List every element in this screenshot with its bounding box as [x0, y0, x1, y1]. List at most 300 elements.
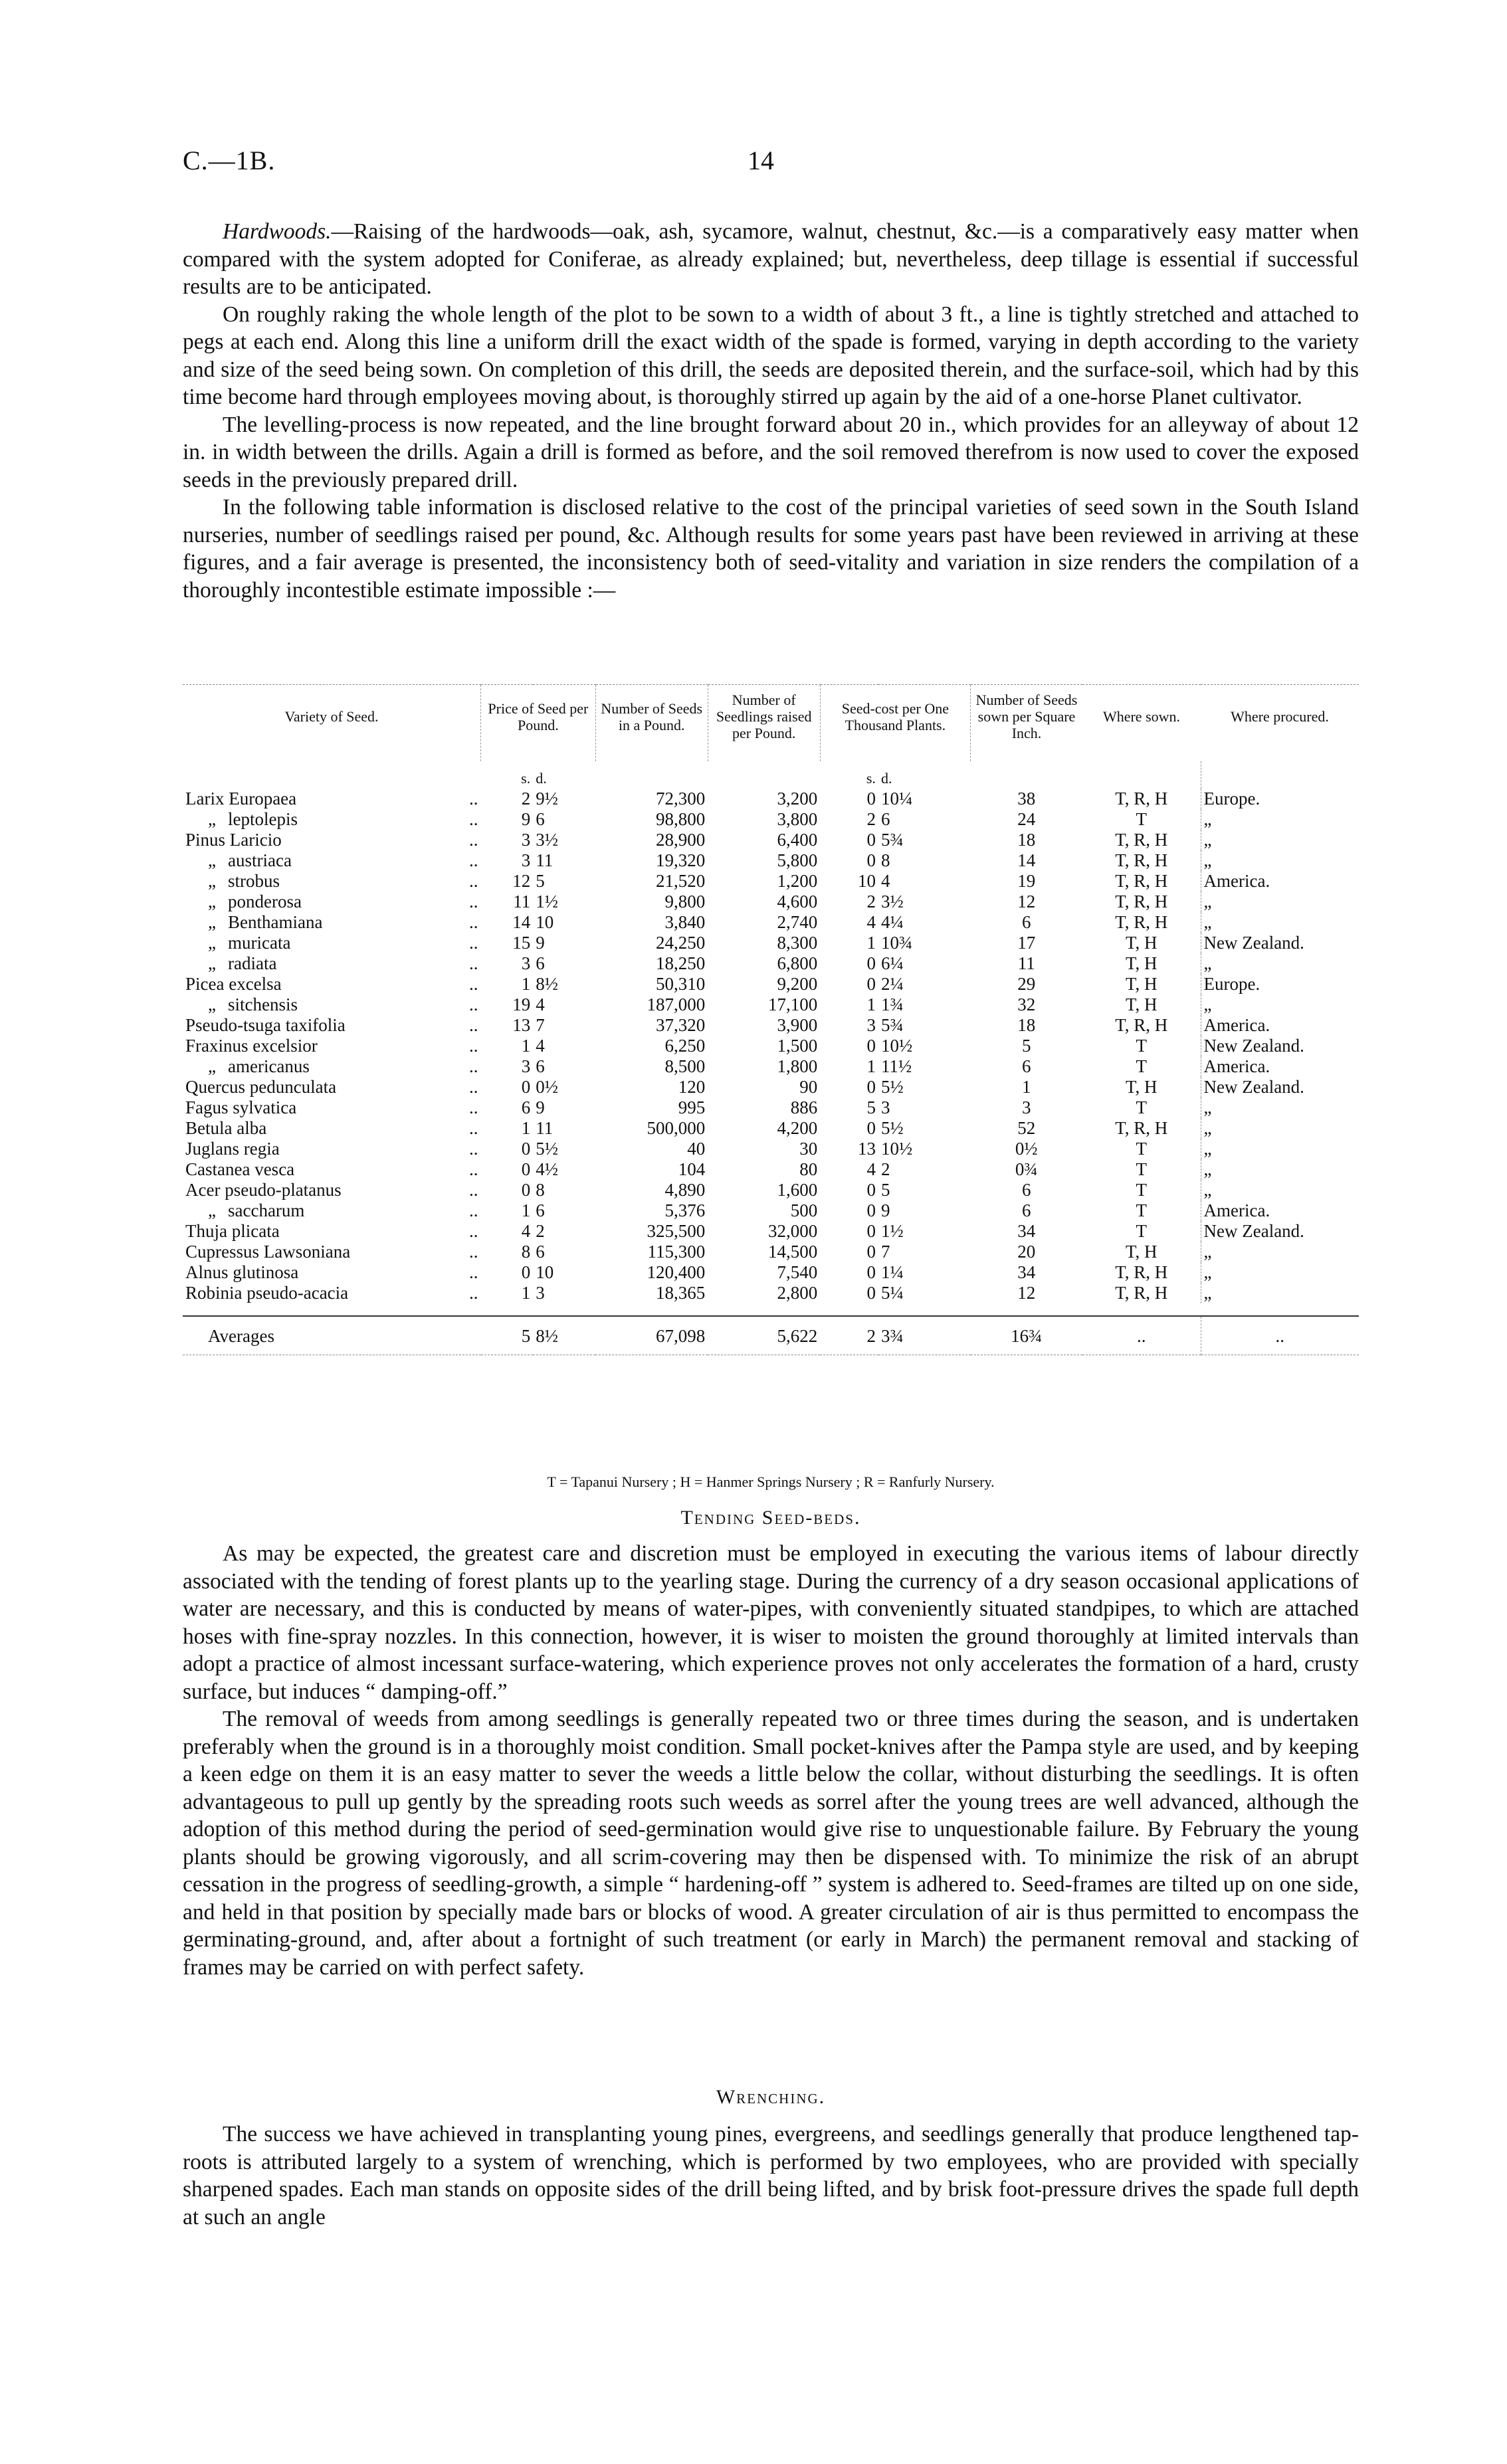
avg-price-pence: 8½: [536, 1326, 558, 1346]
where-sown: T, H: [1126, 1077, 1157, 1097]
price-pence: 8: [536, 1180, 545, 1200]
cost-shillings: 2: [866, 892, 876, 911]
where-procured: „: [1201, 1139, 1359, 1159]
where-procured: New Zealand.: [1201, 1077, 1359, 1097]
variety-cell: [183, 1283, 481, 1303]
cost-shillings: 3: [866, 1015, 876, 1035]
where-procured: America.: [1201, 1015, 1359, 1036]
where-procured: New Zealand.: [1201, 933, 1359, 953]
variety-name: Benthamiana: [227, 912, 323, 932]
cost-pence: 1¾: [880, 995, 904, 1014]
seedlings-per-lb: 2,740: [777, 912, 818, 932]
price-pence: 5: [536, 871, 545, 891]
variety-name: Fraxinus excelsior: [185, 1036, 318, 1056]
where-sown: T, R, H: [1115, 1015, 1168, 1035]
seeds-per-lb: 4,890: [664, 1180, 706, 1200]
cost-shillings: 0: [866, 789, 876, 808]
variety-name-group: [185, 1056, 310, 1076]
paragraph: [183, 218, 1359, 301]
seedlings-per-lb: 17,100: [767, 995, 818, 1014]
where-sown: T, R, H: [1115, 1118, 1168, 1138]
where-procured: „: [1201, 995, 1359, 1015]
seeds-per-lb: 24,250: [655, 933, 706, 953]
variety-name: radiata: [227, 953, 277, 973]
price-pence: 0½: [536, 1077, 558, 1097]
column-header-per-square-inch: Number of Seeds sown per Square Inch.: [971, 685, 1083, 762]
where-procured: „: [1201, 1180, 1359, 1200]
leader-dots: ..: [469, 871, 478, 891]
leader-dots: ..: [469, 912, 478, 932]
cost-shillings: 1: [866, 933, 876, 953]
table-row: [183, 830, 1359, 850]
variety-name-group: [185, 871, 280, 891]
price-shillings: 0: [521, 1262, 531, 1282]
seeds-per-square-inch: 0¾: [1015, 1159, 1038, 1179]
variety-name-group: [185, 1077, 336, 1097]
table-row: [183, 995, 1359, 1015]
variety-cell: [183, 871, 481, 892]
price-pence: 6: [536, 953, 545, 973]
leader-dots: ..: [469, 809, 478, 829]
variety-name-group: [185, 953, 276, 973]
paragraph: The removal of weeds from among seedlings is generally repeated two or three times during the season, and is undertaken preferably when the ground is in a thoroughly moist condition. Small pocket-knives after the Pampa style are used, and by keeping a keen edge on them it is an easy matter to sever the weeds a little below the collar, without disturbing the seedlings. It is often advantageous to pull up gently by the spreading roots such weeds as sorrel after the young trees are well advanced, although the adoption of this method during the period of seed-germination would give rise to unquestionable failure. By February the young plants should be growing vigorously, and all scrim-covering may then be dispensed with. To minimize the risk of an abrupt cessation in the progress of seedling-growth, a simple “ hardening-off ” system is adhered to. Seed-frames are tilted up on one side, and held in that position by specially made bars or blocks of wood. A greater circulation of air is thus permitted to encompass the germinating-ground, and, after about a fortnight of such treatment (or early in March) the permanent removal and stacking of frames may be carried on with perfect safety.: [183, 1707, 1359, 1980]
price-shillings: 1: [521, 974, 531, 994]
seeds-per-square-inch: 24: [1017, 809, 1036, 829]
cost-shillings: 1: [866, 995, 876, 1014]
seeds-per-square-inch: 34: [1017, 1262, 1036, 1282]
seeds-per-lb: 50,310: [655, 974, 706, 994]
table-row: [183, 1200, 1359, 1221]
variety-name: Betula alba: [185, 1118, 267, 1138]
unit-shillings: s.: [521, 770, 531, 787]
seeds-per-square-inch: 20: [1017, 1242, 1036, 1262]
seeds-per-lb: 187,000: [647, 995, 706, 1014]
variety-name-group: [185, 1097, 296, 1117]
where-procured: „: [1201, 1097, 1359, 1118]
variety-cell: [183, 850, 481, 871]
price-pence: 4½: [536, 1159, 558, 1179]
seeds-per-lb: 9,800: [664, 892, 706, 911]
paragraph: In the following table information is disclosed relative to the cost of the principal varieties of seed sown in the South Island nurseries, number of seedlings raised per pound, &c. Although results for some years past have been reviewed in arriving at these figures, and a fair average is presented, the inconsistency both of seed-vitality and variation in size renders the compilation of a thoroughly incontestible estimate impossible :—: [183, 495, 1359, 603]
price-shillings: 3: [521, 953, 531, 973]
where-sown: T, R, H: [1115, 1283, 1168, 1303]
seedlings-per-lb: 2,800: [777, 1283, 818, 1303]
ditto-mark: „: [208, 933, 216, 953]
price-pence: 6: [536, 1056, 545, 1076]
cost-pence: 6¼: [880, 953, 904, 973]
variety-cell: [183, 933, 481, 953]
document-reference: C.—1B.: [183, 145, 276, 175]
cost-shillings: 0: [866, 830, 876, 850]
table-row: [183, 933, 1359, 953]
seeds-per-square-inch: 18: [1017, 1015, 1036, 1035]
units-row: [183, 761, 1359, 789]
column-header-where-procured: Where procured.: [1201, 685, 1359, 762]
cost-pence: 4¼: [880, 912, 904, 932]
where-procured: America.: [1201, 1056, 1359, 1077]
variety-name-group: [185, 1242, 350, 1262]
variety-name-group: [185, 1283, 348, 1303]
seeds-per-square-inch: 1: [1022, 1077, 1031, 1097]
cost-pence: 5¾: [880, 1015, 904, 1035]
ditto-mark: „: [208, 995, 216, 1014]
variety-cell: [183, 1077, 481, 1097]
cost-pence: 1¼: [880, 1262, 904, 1282]
table-row: [183, 1159, 1359, 1180]
cost-shillings: 4: [866, 1159, 876, 1179]
variety-name-group: [185, 933, 290, 953]
seeds-per-square-inch: 11: [1017, 953, 1035, 973]
table-row: [183, 912, 1359, 933]
leader-dots: ..: [469, 830, 478, 850]
seeds-per-square-inch: 29: [1017, 974, 1036, 994]
table-row: [183, 1015, 1359, 1036]
price-shillings: 15: [512, 933, 531, 953]
seeds-per-lb: 5,376: [664, 1200, 706, 1220]
ditto-mark: „: [208, 809, 216, 829]
seeds-per-square-inch: 6: [1022, 1200, 1031, 1220]
cost-pence: 3½: [880, 892, 904, 911]
price-pence: 6: [536, 1242, 545, 1262]
cost-shillings: 0: [866, 974, 876, 994]
price-pence: 7: [536, 1015, 545, 1035]
avg-seedlings-per-lb: 5,622: [777, 1326, 818, 1346]
column-header-where-sown: Where sown.: [1082, 685, 1201, 762]
table-row: [183, 1221, 1359, 1242]
where-sown: T: [1136, 1221, 1147, 1241]
where-sown: T: [1136, 809, 1147, 829]
seedlings-per-lb: 1,500: [777, 1036, 818, 1056]
seeds-per-square-inch: 6: [1022, 1180, 1031, 1200]
seeds-per-square-inch: 14: [1017, 850, 1036, 870]
leader-dots: ..: [469, 1180, 478, 1200]
variety-cell: [183, 1015, 481, 1036]
leader-dots: ..: [469, 1283, 478, 1303]
seeds-per-lb: 72,300: [655, 789, 706, 808]
where-sown: T: [1136, 1200, 1147, 1220]
variety-name-group: [185, 1180, 342, 1200]
variety-cell: [183, 830, 481, 850]
cost-shillings: 0: [866, 1221, 876, 1241]
section-heading-wrenching: Wrenching.: [716, 2086, 826, 2108]
variety-name-group: [185, 912, 322, 932]
variety-name: Acer pseudo-platanus: [185, 1180, 342, 1200]
variety-cell: [183, 1221, 481, 1242]
price-pence: 4: [536, 995, 545, 1014]
cost-pence: 5¼: [880, 1283, 904, 1303]
cost-shillings: 4: [866, 912, 876, 932]
where-sown: T: [1136, 1139, 1147, 1159]
variety-name: Fagus sylvatica: [185, 1097, 297, 1117]
seeds-per-square-inch: 12: [1017, 1283, 1036, 1303]
section-heading-tending: Tending Seed-beds.: [680, 1507, 861, 1529]
ditto-mark: „: [208, 850, 216, 870]
cost-pence: 6: [880, 809, 890, 829]
variety-name-group: [185, 995, 298, 1014]
leader-dots: ..: [469, 1159, 478, 1179]
price-shillings: 3: [521, 1056, 531, 1076]
leader-dots: ..: [469, 1118, 478, 1138]
where-sown: T, H: [1126, 974, 1157, 994]
variety-name: Cupressus Lawsoniana: [185, 1242, 351, 1262]
price-pence: 11: [536, 1118, 553, 1138]
seeds-per-square-inch: 52: [1017, 1118, 1036, 1138]
where-sown: T, H: [1126, 995, 1157, 1014]
seeds-per-lb: 6,250: [664, 1036, 706, 1056]
seedlings-per-lb: 886: [790, 1097, 818, 1117]
seeds-per-square-inch: 6: [1022, 912, 1031, 932]
table-row: [183, 953, 1359, 974]
variety-cell: [183, 974, 481, 995]
variety-name-group: [185, 830, 282, 850]
avg-cost-pence: 3¾: [880, 1326, 904, 1346]
leader-dots: ..: [469, 1139, 478, 1159]
seedlings-per-lb: 32,000: [767, 1221, 818, 1241]
where-procured: „: [1201, 1262, 1359, 1283]
cost-shillings: 5: [866, 1097, 876, 1117]
where-sown: T: [1136, 1036, 1147, 1056]
cost-pence: 3: [880, 1097, 890, 1117]
variety-name-group: [185, 1015, 346, 1035]
seeds-per-square-inch: 5: [1022, 1036, 1031, 1056]
seedlings-per-lb: 3,800: [777, 809, 818, 829]
cost-pence: 5: [880, 1180, 890, 1200]
seedlings-per-lb: 4,600: [777, 892, 818, 911]
price-shillings: 8: [521, 1242, 531, 1262]
cost-pence: 1½: [880, 1221, 904, 1241]
seedlings-per-lb: 90: [799, 1077, 818, 1097]
where-procured: „: [1201, 1283, 1359, 1303]
price-pence: 4: [536, 1036, 545, 1056]
price-pence: 6: [536, 1200, 545, 1220]
seeds-per-square-inch: 38: [1017, 789, 1036, 808]
leader-dots: ..: [469, 1242, 478, 1262]
variety-cell: [183, 912, 481, 933]
table-row: [183, 1036, 1359, 1056]
variety-name: Quercus pedunculata: [185, 1077, 337, 1097]
seedlings-per-lb: 3,900: [777, 1015, 818, 1035]
where-sown: T, R, H: [1115, 912, 1168, 932]
leader-dots: ..: [469, 933, 478, 953]
seeds-per-lb: 18,250: [655, 953, 706, 973]
seedlings-per-lb: 3,200: [777, 789, 818, 808]
table-row: [183, 1262, 1359, 1283]
variety-name-group: [185, 1036, 318, 1056]
variety-cell: [183, 1056, 481, 1077]
column-header-variety: Variety of Seed.: [183, 685, 481, 762]
table-row: [183, 809, 1359, 830]
cost-pence: 9: [880, 1200, 890, 1220]
where-sown: T: [1136, 1180, 1147, 1200]
avg-where-sown: ..: [1137, 1326, 1146, 1346]
leader-dots: ..: [469, 1036, 478, 1056]
where-procured: America.: [1201, 871, 1359, 892]
seedlings-per-lb: 6,400: [777, 830, 818, 850]
where-procured: „: [1201, 830, 1359, 850]
price-shillings: 12: [512, 871, 531, 891]
cost-shillings: 0: [866, 850, 876, 870]
seeds-per-square-inch: 3: [1022, 1097, 1031, 1117]
seeds-per-lb: 115,300: [647, 1242, 706, 1262]
variety-name-group: [185, 1262, 298, 1282]
table-row: [183, 850, 1359, 871]
running-header: [183, 145, 1359, 185]
where-procured: America.: [1201, 1200, 1359, 1221]
price-shillings: 11: [513, 892, 531, 911]
price-shillings: 3: [521, 830, 531, 850]
cost-pence: 10½: [880, 1139, 913, 1159]
seedlings-per-lb: 6,800: [777, 953, 818, 973]
price-shillings: 2: [521, 789, 531, 808]
variety-name: Alnus glutinosa: [185, 1262, 299, 1282]
where-sown: T: [1136, 1056, 1147, 1076]
variety-name: muricata: [227, 933, 291, 953]
where-procured: „: [1201, 953, 1359, 974]
seeds-per-lb: 21,520: [655, 871, 706, 891]
where-sown: T, R, H: [1115, 1262, 1168, 1282]
cost-shillings: 1: [866, 1056, 876, 1076]
variety-name-group: [185, 892, 302, 911]
table-row: [183, 974, 1359, 995]
averages-row: [183, 1316, 1359, 1355]
seeds-per-lb: 28,900: [655, 830, 706, 850]
table-row: [183, 871, 1359, 892]
variety-name: ponderosa: [227, 892, 302, 911]
page-number: 14: [748, 145, 774, 175]
seeds-per-lb: 120,400: [647, 1262, 706, 1282]
leader-dots: ..: [469, 953, 478, 973]
cost-pence: 5½: [880, 1077, 904, 1097]
ditto-mark: „: [208, 912, 216, 932]
variety-name: saccharum: [227, 1200, 305, 1220]
seeds-per-square-inch: 32: [1017, 995, 1036, 1014]
where-sown: T, R, H: [1115, 850, 1168, 870]
where-procured: „: [1201, 1118, 1359, 1139]
variety-name: Larix Europaea: [185, 789, 297, 808]
price-pence: 3: [536, 1283, 545, 1303]
variety-cell: [183, 1262, 481, 1283]
column-header-seed-cost: Seed-cost per One Thousand Plants.: [820, 685, 970, 762]
variety-cell: [183, 1118, 481, 1139]
table-row: [183, 1118, 1359, 1139]
where-procured: „: [1201, 912, 1359, 933]
leader-dots: ..: [469, 995, 478, 1014]
price-shillings: 1: [521, 1283, 531, 1303]
variety-name: Picea excelsa: [185, 974, 282, 994]
ditto-mark: „: [208, 892, 216, 911]
seedlings-per-lb: 4,200: [777, 1118, 818, 1138]
table-row: [183, 1283, 1359, 1303]
table-row: [183, 1097, 1359, 1118]
price-pence: 11: [536, 850, 553, 870]
leader-dots: ..: [469, 1056, 478, 1076]
leader-dots: ..: [469, 1097, 478, 1117]
leader-dots: ..: [469, 974, 478, 994]
totals-divider: [183, 1303, 1359, 1316]
where-procured: New Zealand.: [1201, 1036, 1359, 1056]
cost-shillings: 10: [857, 871, 876, 891]
where-sown: T, H: [1126, 933, 1157, 953]
unit-pence: d.: [536, 770, 547, 787]
seed-cost-table: [183, 684, 1359, 1355]
price-shillings: 0: [521, 1159, 531, 1179]
where-sown: T, R, H: [1115, 892, 1168, 911]
price-pence: 1½: [536, 892, 558, 911]
variety-cell: [183, 995, 481, 1015]
intro-section: [183, 218, 1359, 604]
seeds-per-lb: 325,500: [647, 1221, 706, 1241]
cost-pence: 4: [880, 871, 890, 891]
variety-name: Juglans regia: [185, 1139, 280, 1159]
variety-name-group: [185, 1139, 280, 1159]
price-pence: 3½: [536, 830, 558, 850]
cost-shillings: 13: [857, 1139, 876, 1159]
seeds-per-square-inch: 18: [1017, 830, 1036, 850]
avg-price-shillings: 5: [521, 1326, 531, 1346]
seeds-per-square-inch: 34: [1017, 1221, 1036, 1241]
seedlings-per-lb: 9,200: [777, 974, 818, 994]
where-procured: „: [1201, 809, 1359, 830]
wrenching-section: [183, 2121, 1359, 2231]
variety-name: leptolepis: [227, 809, 298, 829]
variety-name: Pseudo-tsuga taxifolia: [185, 1015, 346, 1035]
seeds-per-lb: 3,840: [664, 912, 706, 932]
seeds-per-lb: 104: [678, 1159, 706, 1179]
where-procured: Europe.: [1201, 789, 1359, 809]
cost-shillings: 0: [866, 953, 876, 973]
variety-cell: [183, 1036, 481, 1056]
price-shillings: 1: [521, 1036, 531, 1056]
ditto-mark: „: [208, 1200, 216, 1220]
seeds-per-lb: 120: [678, 1077, 706, 1097]
variety-name: Castanea vesca: [185, 1159, 295, 1179]
avg-where-procured: ..: [1201, 1316, 1359, 1355]
table-row: [183, 789, 1359, 809]
cost-pence: 10½: [880, 1036, 913, 1056]
nursery-legend: T = Tapanui Nursery ; H = Hanmer Springs Nursery ; R = Ranfurly Nursery.: [547, 1473, 995, 1490]
seeds-per-lb: 37,320: [655, 1015, 706, 1035]
leader-dots: ..: [469, 1015, 478, 1035]
price-shillings: 14: [512, 912, 531, 932]
seedlings-per-lb: 500: [790, 1200, 818, 1220]
tending-section: [183, 1540, 1359, 1981]
cost-pence: 10¼: [880, 789, 913, 808]
price-shillings: 1: [521, 1200, 531, 1220]
where-sown: T, R, H: [1115, 871, 1168, 891]
where-sown: T: [1136, 1097, 1147, 1117]
paragraph-lead: Hardwoods.: [223, 219, 332, 244]
seeds-per-square-inch: 17: [1017, 933, 1036, 953]
seedlings-per-lb: 1,200: [777, 871, 818, 891]
avg-seeds-per-lb: 67,098: [655, 1326, 706, 1346]
paragraph: The success we have achieved in transplanting young pines, evergreens, and seedlings generally that produce lengthened tap-roots is attributed largely to a system of wrenching, which is performed by two employees, who are provided with specially sharpened spades. Each man stands on opposite sides of the drill being lifted, and by brisk foot-pressure drives the spade full depth at such an angle: [183, 2122, 1359, 2229]
variety-cell: [183, 1097, 481, 1118]
cost-shillings: 0: [866, 1242, 876, 1262]
cost-pence: 10¾: [880, 933, 913, 953]
where-procured: „: [1201, 850, 1359, 871]
variety-cell: [183, 1200, 481, 1221]
variety-cell: [183, 809, 481, 830]
leader-dots: ..: [469, 892, 478, 911]
cost-shillings: 0: [866, 1180, 876, 1200]
paragraph-text: —Raising of the hardwoods—oak, ash, sycamore, walnut, chestnut, &c.—is a comparatively easy matter when compared with the system adopted for Coniferae, as already explained; but, nevertheless, deep tillage is essential if successful results are to be anticipated.: [183, 219, 1359, 299]
price-shillings: 9: [521, 809, 531, 829]
variety-name: Thuja plicata: [185, 1221, 280, 1241]
leader-dots: ..: [469, 850, 478, 870]
cost-pence: 5½: [880, 1118, 904, 1138]
cost-shillings: 0: [866, 1077, 876, 1097]
cost-shillings: 0: [866, 1118, 876, 1138]
